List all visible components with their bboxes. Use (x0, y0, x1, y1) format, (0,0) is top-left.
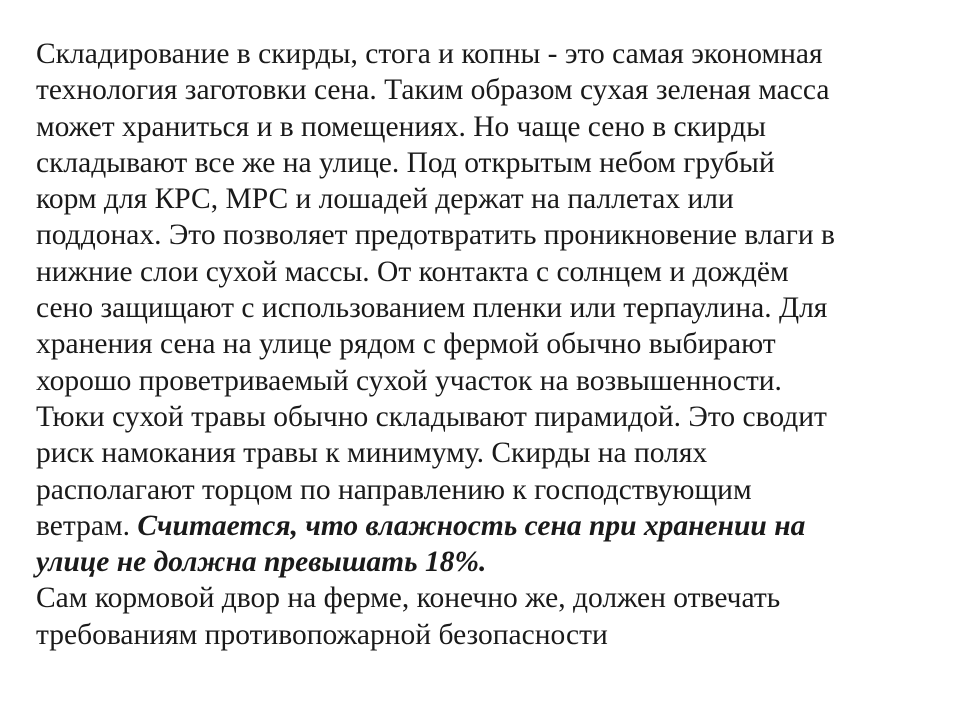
text-line-12: риск намокания травы к минимуму. Скирды на полях (36, 437, 708, 470)
text-line-5: корм для КРС, МРС и лошадей держат на паллетах или (36, 183, 734, 216)
text-line-13: располагают торцом по направлению к господствующим (36, 473, 752, 506)
emphasis-text: улице не должна превышать 18%. (36, 546, 487, 579)
plain-text: ветрам. (36, 509, 138, 542)
text-line-4: складывают все же на улице. Под открытым небом грубый (36, 146, 775, 179)
text-line-1: Складирование в скирды, стога и копны - это самая экономная (36, 38, 823, 70)
text-line-2: технология заготовки сена. Таким образом сухая зеленая масса (36, 74, 830, 107)
text-line-17: требованиям противопожарной безопасности (36, 618, 608, 651)
text-line-15 (36, 544, 916, 580)
text-line-16: Сам кормовой двор на ферме, конечно же, должен отвечать (36, 582, 781, 615)
text-line-8: сено защищают с использованием пленки или терпаулина. Для (36, 292, 828, 325)
emphasis-text: Считается, что влажность сена при хранении на (137, 509, 806, 542)
body-text (36, 36, 916, 653)
text-line-3: может храниться и в помещениях. Но чаще сено в скирды (36, 110, 766, 143)
text-line-10: хорошо проветриваемый сухой участок на возвышенности. (36, 364, 782, 397)
text-line-9: хранения сена на улице рядом с фермой обычно выбирают (36, 328, 776, 361)
text-line-7: нижние слои сухой массы. От контакта с солнцем и дождём (36, 255, 789, 288)
text-line-14 (36, 508, 916, 544)
text-line-11: Тюки сухой травы обычно складывают пирамидой. Это сводит (36, 400, 827, 433)
text-line-6: поддонах. Это позволяет предотвратить проникновение влаги в (36, 219, 835, 252)
